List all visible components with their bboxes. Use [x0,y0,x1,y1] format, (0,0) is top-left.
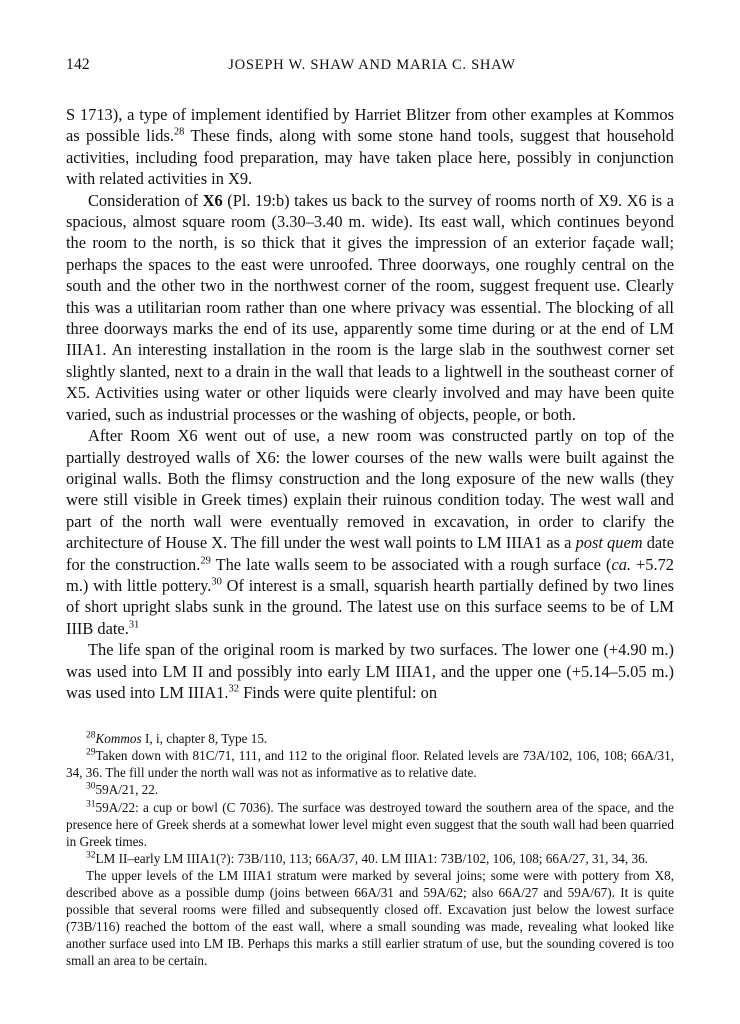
footnote-item [66,747,674,781]
footnote-item [66,799,674,850]
text-run: Consideration of [88,190,203,210]
text-run: 59A/21, 22. [95,782,159,798]
footnote-number: 30 [86,782,96,793]
footnote-item [66,781,674,798]
page-header [66,56,674,82]
emphasis-italic: Kommos [95,731,142,747]
emphasis-bold: X6 [202,190,223,210]
footnote-item [66,867,674,969]
page-number: 142 [66,56,90,73]
body-text [66,104,674,703]
text-run: Finds were quite plentiful: on [239,682,438,702]
running-head: JOSEPH W. SHAW AND MARIA C. SHAW [228,57,516,73]
text-run: Of interest is a small, squarish hearth partially defined by two lines of short upright slabs sunk in the ground. The latest use on this surface seems to be of LM IIIB date. [66,575,674,638]
footnote-marker: 29 [200,555,211,567]
footnote-number: 32 [86,850,96,861]
footnote-marker: 31 [128,619,140,631]
footnotes [66,730,674,968]
emphasis-italic: post quem [575,533,643,553]
text-run: S 1713), a type of implement identified by Harriet Blitzer from other examples at Kommos as possible lids. [66,105,674,146]
text-run: The upper levels of the LM IIIA1 stratum were marked by several joins; some were with pottery from X8, described above as a possible dump (joins between 66A/31 and 59A/62; also 66A/27 and 59A/67). It is quite possible that several rooms were filled and subsequently closed off. Excavation just below the lowest surface (73B/116) reached the bottom of the east wall, where a small sounding was made, revealing what looked like another surface used into LM IB. Perhaps this marks a still earlier stratum of use, but the sounding covered is too small an area to be certain. [66,867,674,968]
footnote-marker: 32 [228,683,239,695]
text-run: The late walls seem to be associated with a rough surface ( [210,554,612,574]
footnote-marker: 30 [211,576,222,588]
text-run: Taken down with 81C/71, 111, and 112 to the original floor. Related levels are 73A/102, 106, 108; 66A/31, 34, 36. The fill under the north wall was not as informative as to relative date. [66,748,674,781]
text-run: I, i, chapter 8, Type 15. [141,731,268,747]
text-run: After Room X6 went out of use, a new room was constructed partly on top of the partially destroyed walls of X6: the lower courses of the new walls were built against the original walls. Both the flimsy construction and the long exposure of the new walls (they were still visible in Greek times) explain their ruinous condition today. The west wall and part of the north wall were eventually removed in excavation, in order to clarify the architecture of House X. The fill under the west wall points to LM IIIA1 as a [66,426,674,553]
emphasis-italic: ca. [611,554,632,574]
footnote-marker: 28 [173,126,185,138]
body-paragraph [66,190,674,425]
footnote-item [66,730,674,747]
footnote-number: 28 [86,730,96,741]
footnote-item [66,850,674,867]
text-run: date for the construction. [66,533,674,574]
text-run: 59A/22: a cup or bowl (C 7036). The surface was destroyed toward the southern area of the space, and the presence here of Greek sherds at a somewhat lower level might even suggest that the south wall had been quarried in Greek times. [66,799,674,849]
footnote-number: 29 [86,748,96,759]
text-run: (Pl. 19:b) takes us back to the survey of rooms north of X9. X6 is a spacious, almost square room (3.30–3.40 m. wide). Its east wall, which continues beyond the room to the north, is so thick that it gives the impression of an exterior façade wall; perhaps the spaces to the east were unroofed. Three doorways, one roughly central on the south and the other two in the northwest corner of the room, suggest frequent use. Clearly this was a utilitarian room rather than one where privacy was essential. The blocking of all three doorways marks the end of its use, apparently some time during or at the end of LM IIIA1. An interesting installation in the room is the large slab in the southwest corner set slightly slanted, next to a drain in the wall that leads to a lightwell in the southeast corner of X5. Activities using water or other liquids were clearly involved and may have been quite varied, such as industrial processes or the washing of objects, people, or both. [66,190,674,424]
text-run: The life span of the original room is marked by two surfaces. The lower one (+4.90 m.) was used into LM II and possibly into early LM IIIA1, and the upper one (+5.14–5.05 m.) was used into LM IIIA1. [66,640,674,702]
text-run: These finds, along with some stone hand tools, suggest that household activities, including food preparation, may have taken place here, possibly in conjunction with related activities in X9. [66,126,674,189]
footnote-number: 31 [86,799,96,810]
body-paragraph [66,425,674,639]
text-run: +5.72 m.) with little pottery. [66,554,674,595]
body-paragraph [66,639,674,703]
text-run: LM II–early LM IIIA1(?): 73B/110, 113; 66A/37, 40. LM IIIA1: 73B/102, 106, 108; 66A/27, 31, 34, 36. [95,850,648,866]
body-paragraph [66,104,674,190]
